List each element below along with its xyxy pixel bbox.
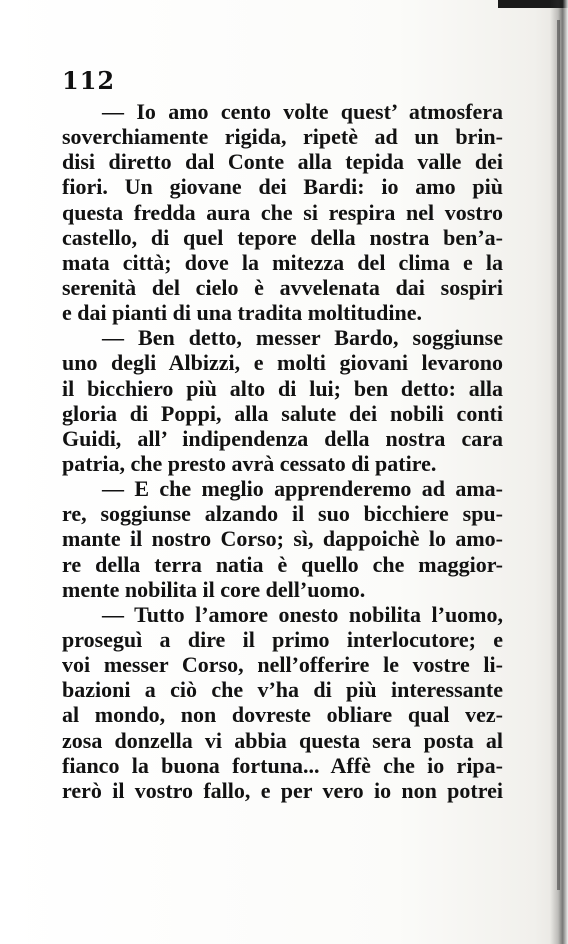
page-edge-line [557,20,560,890]
text-line: re della terra natia è quello che maggior- [62,551,503,577]
text-line: zosa donzella vi abbia questa sera posta al [62,727,503,753]
body-text [62,99,503,803]
text-line: uno degli Albizzi, e molti giovani levarono [62,350,503,376]
text-line: al mondo, non dovreste obliare qual vez- [62,702,503,728]
text-line: mente nobilita il core dell’uomo. [62,576,366,602]
text-line: — Io amo cento volte quest’ atmosfera [102,99,503,124]
text-line: Guidi, all’ indipendenza della nostra cara [62,425,503,451]
text-line: fiori. Un giovane dei Bardi: io amo più [62,174,503,200]
text-line: proseguì a dire il primo interlocutore; e [62,626,503,652]
text-line: — Tutto l’amore onesto nobilita l’uomo, [102,601,503,627]
text-line: soverchiamente rigida, ripetè ad un brin- [62,124,503,150]
text-line: bazioni a ciò che v’ha di più interessante [62,677,503,703]
text-line: rerò il vostro fallo, e per vero io non potrei [62,777,503,803]
text-line: — E che meglio apprenderemo ad ama- [102,476,503,502]
text-line: questa fredda aura che si respira nel vostro [62,199,503,225]
text-line: disi diretto dal Conte alla tepida valle dei [62,149,503,175]
text-line: voi messer Corso, nell’offerire le vostre li- [62,652,503,678]
page-number: 112 [62,66,116,95]
text-line: mante il nostro Corso; sì, dappoichè lo amo- [62,526,503,552]
text-line: mata città; dove la mitezza del clima e la [62,249,503,275]
text-line: castello, di quel tepore della nostra ben’a- [62,224,503,250]
text-line: il bicchiero più alto di lui; ben detto: alla [62,375,503,401]
text-line: gloria di Poppi, alla salute dei nobili conti [62,400,503,426]
text-line: serenità del cielo è avvelenata dai sospiri [62,274,503,300]
text-line: — Ben detto, messer Bardo, soggiunse [102,325,503,351]
text-line: fianco la buona fortuna... Affè che io ripa- [62,752,503,778]
text-line: re, soggiunse alzando il suo bicchiere spu- [62,501,503,527]
text-line: patria, che presto avrà cessato di patire. [62,450,437,476]
text-line: e dai pianti di una tradita moltitudine. [62,300,423,326]
